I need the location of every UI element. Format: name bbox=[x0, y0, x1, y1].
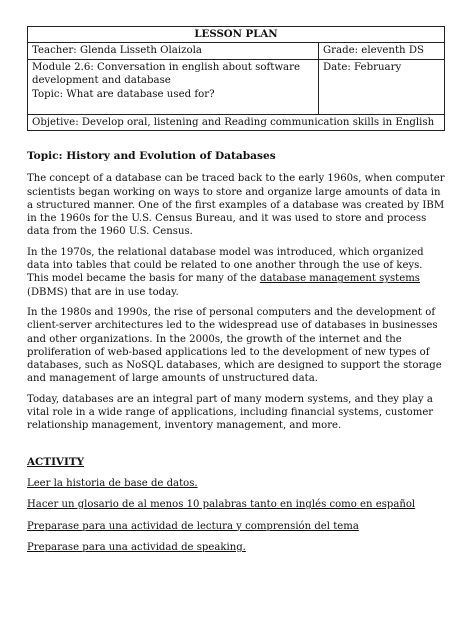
date-cell: Date: February bbox=[319, 59, 445, 114]
activity-item-1: Leer la historia de base de datos. bbox=[27, 477, 198, 489]
paragraph-1: The concept of a database can be traced back to the early 1960s, when computer scientists began working on ways to store and organize large amounts of data in a structured manner. One of the first examples of a database was created by IBM in the 1960s for the U.S. Census Bureau, and it was used to store and process data from the 1960 U.S. Census. bbox=[27, 173, 445, 238]
teacher-row bbox=[28, 43, 445, 59]
paragraph-3: In the 1980s and 1990s, the rise of personal computers and the development of client-server architectures led to the widespread use of databases in businesses and other organizations. In the 2000s, the growth of the internet and the proliferation of web-based applications led to the development of new types of databases, such as NoSQL databases, which are designed to support the storage and management of large amounts of unstructured data. bbox=[27, 306, 442, 385]
objective-cell: Objetive: Develop oral, listening and Reading communication skills in English bbox=[28, 114, 445, 130]
paragraph-2-text-a: In the 1970s, the relational database model was introduced, which organized data into tables that could be related to one another through the use of keys. This model became the basis for many of the bbox=[27, 246, 424, 285]
lesson-plan-table bbox=[27, 26, 445, 131]
lesson-plan-title: LESSON PLAN bbox=[28, 27, 445, 43]
lesson-plan-title-row bbox=[28, 27, 445, 43]
activity-item-3: Preparase para una actividad de lectura y comprensión del tema bbox=[27, 520, 359, 532]
teacher-cell: Teacher: Glenda Lisseth Olaizola bbox=[28, 43, 319, 59]
module-line-2: development and database bbox=[32, 75, 171, 87]
article-body bbox=[27, 150, 447, 562]
paragraph-2 bbox=[27, 246, 447, 299]
activity-item-2: Hacer un glosario de al menos 10 palabras tanto en inglés como en español bbox=[27, 499, 416, 511]
objective-row bbox=[28, 114, 445, 130]
module-cell bbox=[28, 59, 319, 114]
topic-line: Topic: What are database used for? bbox=[32, 88, 215, 100]
grade-cell: Grade: eleventh DS bbox=[319, 43, 445, 59]
activity-item-4: Preparase para una actividad de speaking. bbox=[27, 541, 246, 553]
paragraph-4: Today, databases are an integral part of many modern systems, and they play a vital role in a wide range of applications, including financial systems, customer relationship management, inventory management, and more. bbox=[27, 393, 434, 432]
dbms-link[interactable]: database management systems bbox=[259, 273, 420, 285]
activity-heading: ACTIVITY bbox=[27, 455, 84, 468]
module-row bbox=[28, 59, 445, 114]
paragraph-2-text-b: (DBMS) that are in use today. bbox=[27, 286, 179, 298]
module-line-1: Module 2.6: Conversation in english about software bbox=[32, 61, 301, 73]
article-heading: Topic: History and Evolution of Databases bbox=[27, 150, 276, 162]
